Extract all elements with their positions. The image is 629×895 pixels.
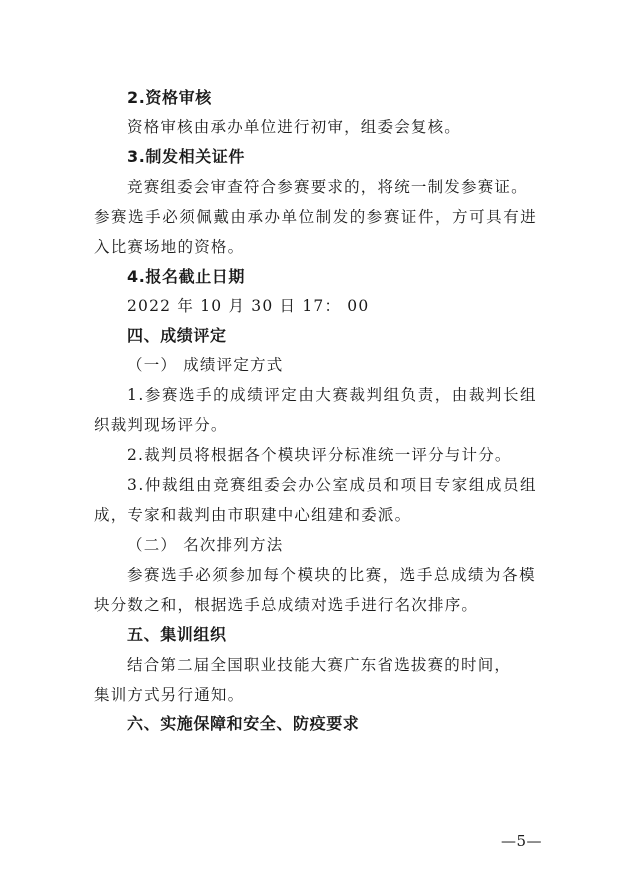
chapter-heading-evaluation: 四、成绩评定 bbox=[127, 326, 227, 345]
paragraph-certificates-line-1: 竞赛组委会审查符合参赛要求的，将统一制发参赛证。 bbox=[127, 178, 528, 196]
section-heading-deadline: 4.报名截止日期 bbox=[127, 267, 246, 286]
chapter-heading-training: 五、集训组织 bbox=[127, 625, 227, 644]
paragraph-certificates-line-2: 参赛选手必须佩戴由承办单位制发的参赛证件，方可具有进 bbox=[94, 208, 538, 226]
paragraph-evaluation-item-1-line-2: 织裁判现场评分。 bbox=[94, 416, 228, 434]
paragraph-evaluation-item-1-line-1: 1.参赛选手的成绩评定由大赛裁判组负责，由裁判长组 bbox=[127, 386, 538, 404]
chapter-heading-safety: 六、实施保障和安全、防疫要求 bbox=[127, 714, 360, 733]
paragraph-training-line-1: 结合第二届全国职业技能大赛广东省选拔赛的时间， bbox=[127, 656, 512, 674]
paragraph-qualification-review: 资格审核由承办单位进行初审，组委会复核。 bbox=[127, 118, 462, 136]
page-number: —5— bbox=[501, 832, 543, 850]
subheading-ranking-method: （二） 名次排列方法 bbox=[127, 536, 284, 554]
section-heading-qualification-review: 2.资格审核 bbox=[127, 88, 212, 107]
paragraph-training-line-2: 集训方式另行通知。 bbox=[94, 686, 245, 704]
paragraph-deadline: 2022 年 10 月 30 日 17： 00 bbox=[127, 297, 370, 315]
paragraph-ranking-line-1: 参赛选手必须参加每个模块的比赛，选手总成绩为各模 bbox=[127, 566, 537, 584]
paragraph-evaluation-item-3-line-2: 成，专家和裁判由市职建中心组建和委派。 bbox=[94, 506, 412, 524]
paragraph-evaluation-item-2: 2.裁判员将根据各个模块评分标准统一评分与计分。 bbox=[127, 446, 512, 464]
paragraph-ranking-line-2: 块分数之和，根据选手总成绩对选手进行名次排序。 bbox=[94, 596, 479, 614]
section-heading-certificates: 3.制发相关证件 bbox=[127, 147, 246, 166]
subheading-evaluation-method: （一） 成绩评定方式 bbox=[127, 356, 284, 374]
paragraph-certificates-line-3: 入比赛场地的资格。 bbox=[94, 238, 245, 256]
paragraph-evaluation-item-3-line-1: 3.仲裁组由竞赛组委会办公室成员和项目专家组成员组 bbox=[127, 476, 538, 494]
